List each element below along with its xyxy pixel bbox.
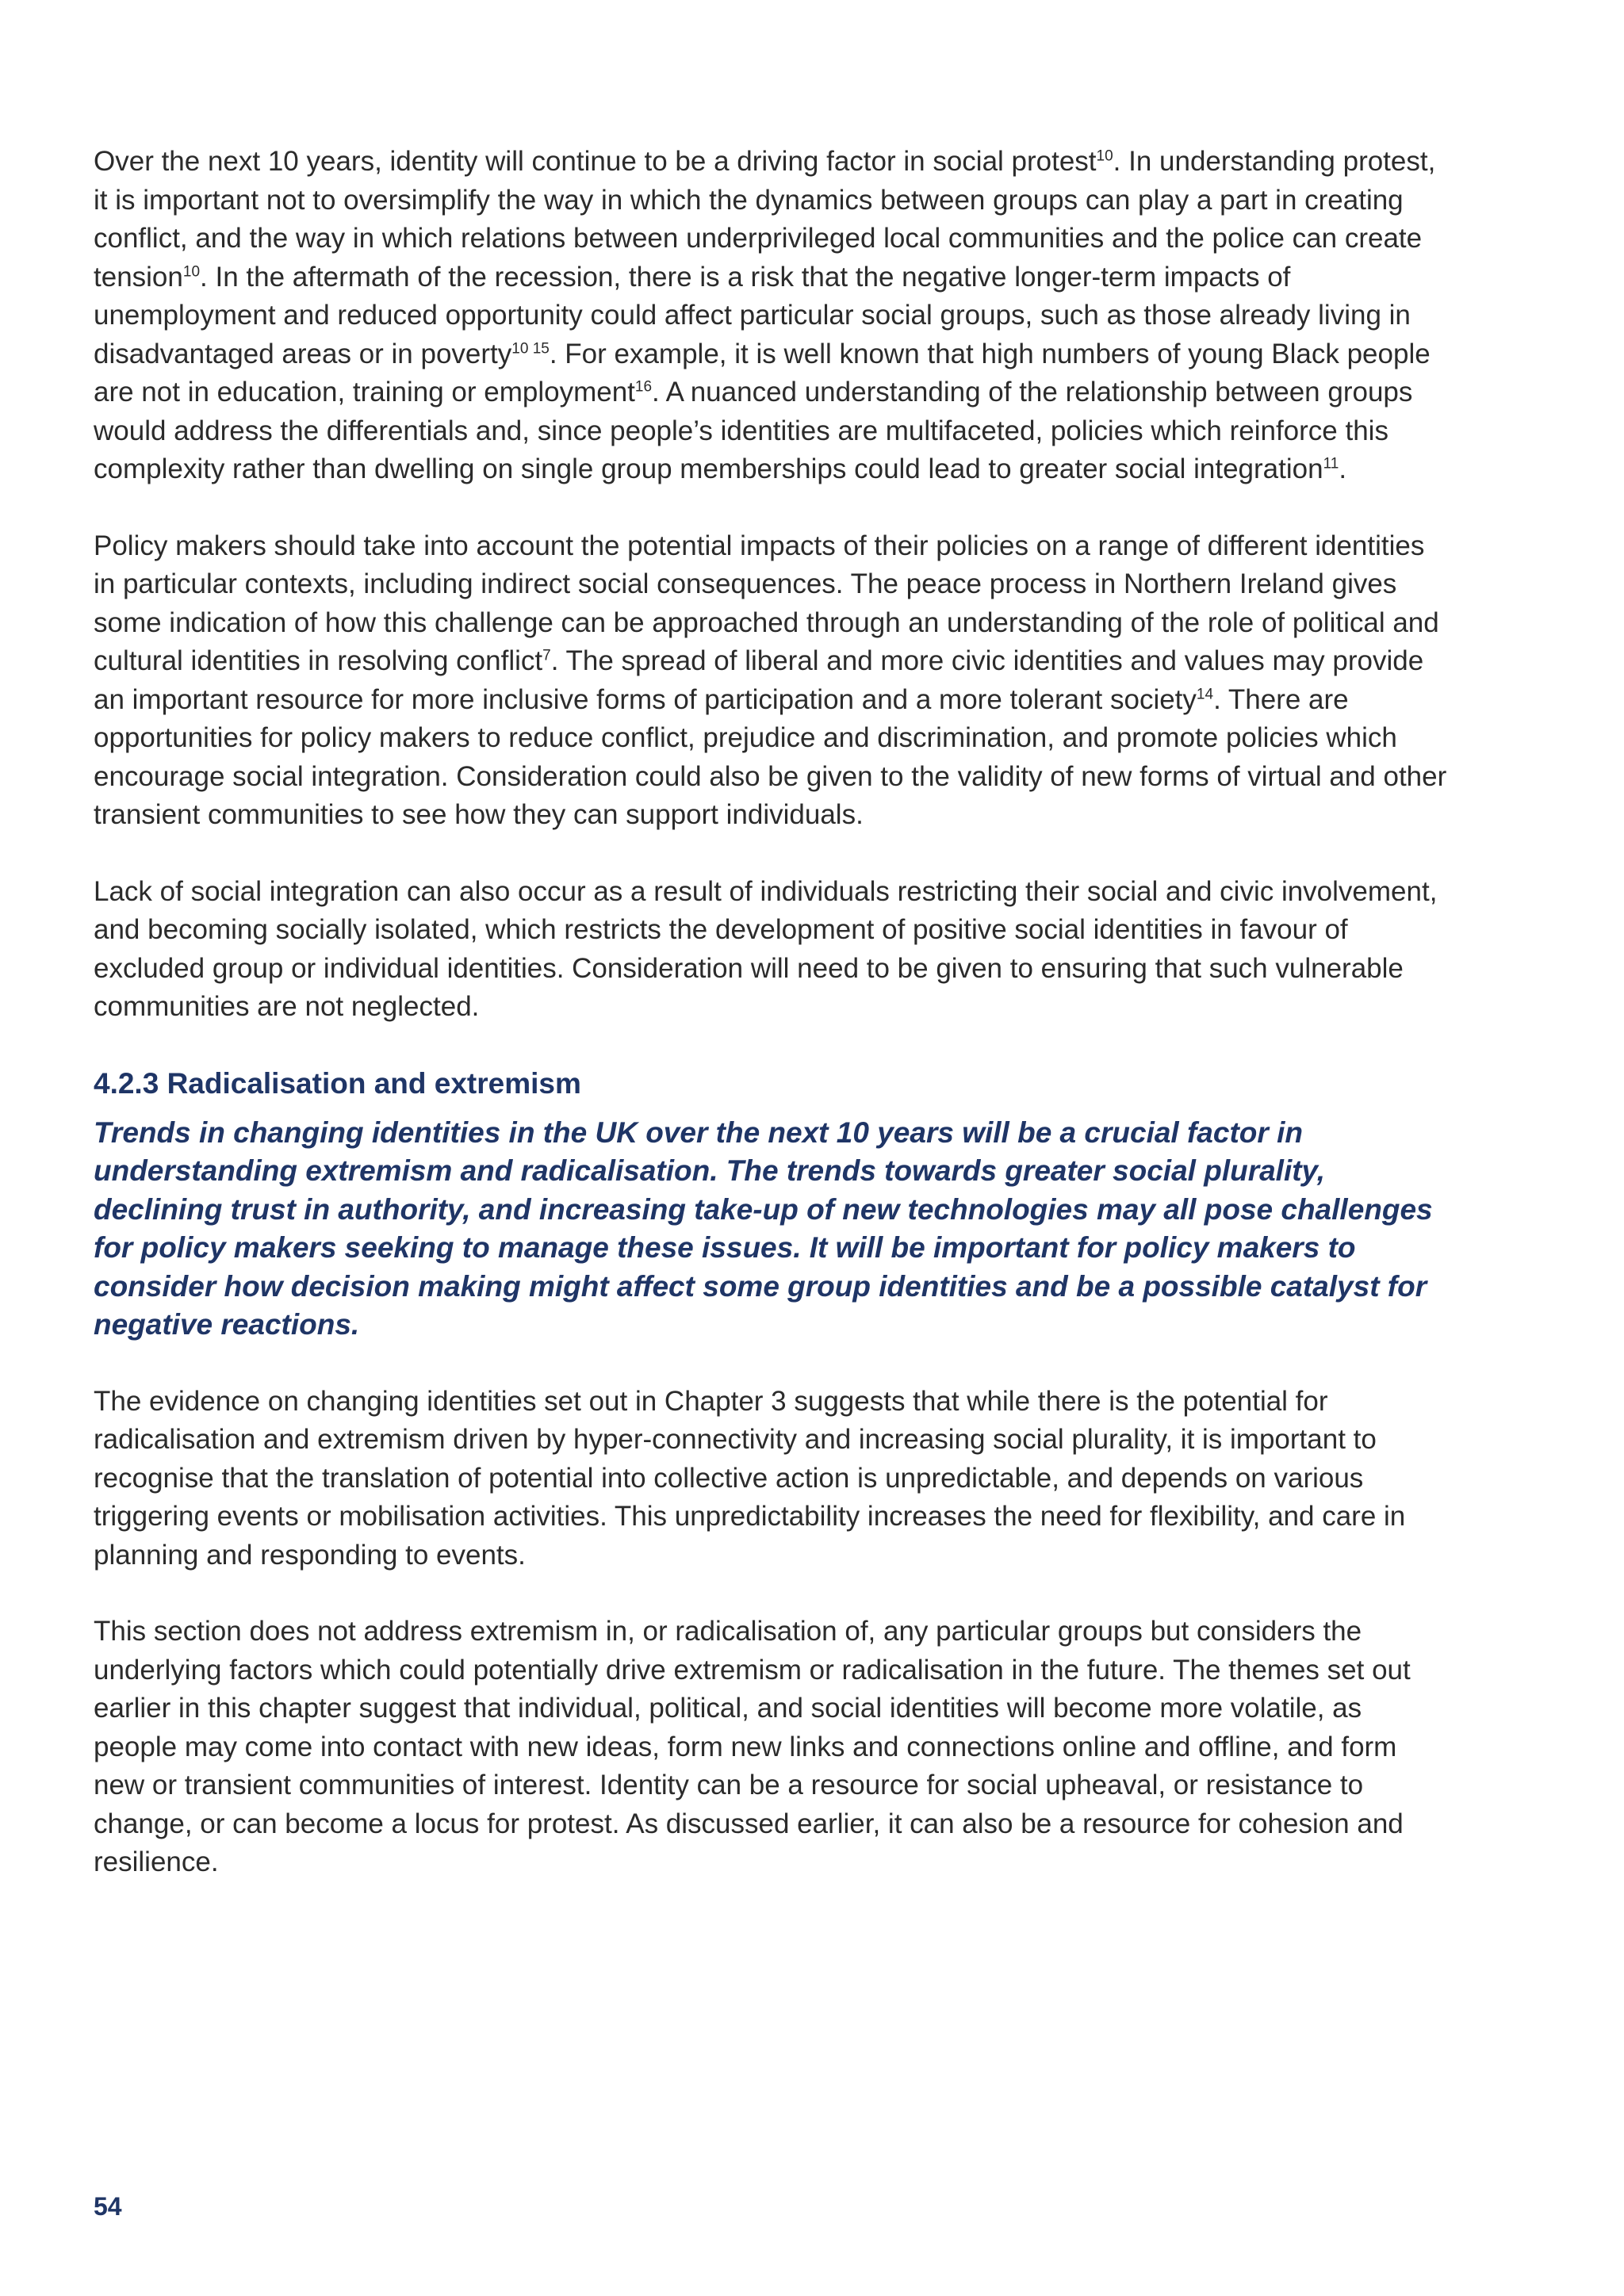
paragraph-text: . In the aftermath of the recession, there is a risk that the negative longer-term impacts of unemployment and reduced opportunity could affect particular social groups, such as those already living in disadvantaged areas or in poverty — [94, 261, 1411, 369]
body-paragraph — [94, 873, 1451, 1027]
paragraph-text: . — [1339, 453, 1347, 484]
body-paragraph — [94, 527, 1451, 835]
footnote-ref: 7 — [542, 647, 551, 664]
paragraph-text: . The spread of liberal and more civic identities and values may provide an important resource for more inclusive forms of participation and a more tolerant society — [94, 645, 1424, 715]
paragraph-text: The evidence on changing identities set out in Chapter 3 suggests that while there is the potential for radicalisation and extremism driven by hyper-connectivity and increasing social plurality, it is important to recognise that the translation of potential into collective action is unpredictable, and depends on various triggering events or mobilisation activities. This unpredictability increases the need for flexibility, and care in planning and responding to events. — [94, 1385, 1406, 1571]
body-paragraph — [94, 1613, 1451, 1882]
paragraph-text: Policy makers should take into account the potential impacts of their policies on a range of different identities in particular contexts, including indirect social consequences. The peace process in Northern Ireland gives some indication of how this challenge can be approached through an understanding of the role of political and cultural identities in resolving conflict — [94, 530, 1439, 676]
paragraph-text: Over the next 10 years, identity will continue to be a driving factor in social protest — [94, 146, 1097, 177]
footnote-ref: 10 15 — [511, 339, 550, 357]
footnote-ref: 10 — [1096, 147, 1113, 165]
page-number: 54 — [94, 2192, 122, 2221]
footnote-ref: 14 — [1196, 685, 1214, 702]
page-content — [94, 143, 1451, 1920]
paragraph-text: . For example, it is well known that high numbers of young Black people are not in education, training or employment — [94, 338, 1431, 408]
top-paragraphs — [94, 143, 1451, 1027]
paragraph-text: . A nuanced understanding of the relationship between groups would address the differentials and, since people’s identities are multifaceted, policies which reinforce this complexity rather than dwelling on single group memberships could lead to greater social integration — [94, 377, 1413, 484]
paragraph-text: . There are opportunities for policy makers to reduce conflict, prejudice and discrimination, and promote policies which encourage social integration. Consideration could also be given to the validity of new forms of virtual and other transient communities to see how they can support individuals. — [94, 683, 1447, 830]
paragraph-text: Lack of social integration can also occur as a result of individuals restricting their social and civic involvement, and becoming socially isolated, which restricts the development of positive social identities in favour of excluded group or individual identities. Consideration will need to be given to ensuring that such vulnerable communities are not neglected. — [94, 875, 1438, 1022]
body-paragraph — [94, 1383, 1451, 1575]
bottom-paragraphs — [94, 1383, 1451, 1882]
footnote-ref: 16 — [634, 378, 653, 396]
section-heading: 4.2.3 Radicalisation and extremism — [94, 1066, 581, 1100]
footnote-ref: 11 — [1323, 455, 1339, 473]
paragraph-text: . In understanding protest, it is important not to oversimplify the way in which the dynamics between groups can play a part in creating conflict, and the way in which relations between underprivileged local communities and the police can create tension — [94, 146, 1436, 293]
footnote-ref: 10 — [182, 262, 201, 280]
paragraph-text: This section does not address extremism in, or radicalisation of, any particular groups but considers the underlying factors which could potentially drive extremism or radicalisation in the future. The themes set out earlier in this chapter suggest that individual, political, and social identities will become more volatile, as people may come into contact with new ideas, form new links and connections online and offline, and form new or transient communities of interest. Identity can be a resource for social upheaval, or resistance to change, or can become a locus for protest. As discussed earlier, it can also be a resource for cohesion and resilience. — [94, 1616, 1411, 1877]
body-paragraph — [94, 143, 1451, 489]
section-summary: Trends in changing identities in the UK over the next 10 years will be a crucial factor in understanding extremism and radicalisation. The trends towards greater social plurality, declining trust in authority, and increasing take-up of new technologies may all pose challenges for policy makers seeking to manage these issues. It will be important for policy makers to consider how decision making might affect some group identities and be a possible catalyst for negative reactions. — [94, 1115, 1433, 1341]
